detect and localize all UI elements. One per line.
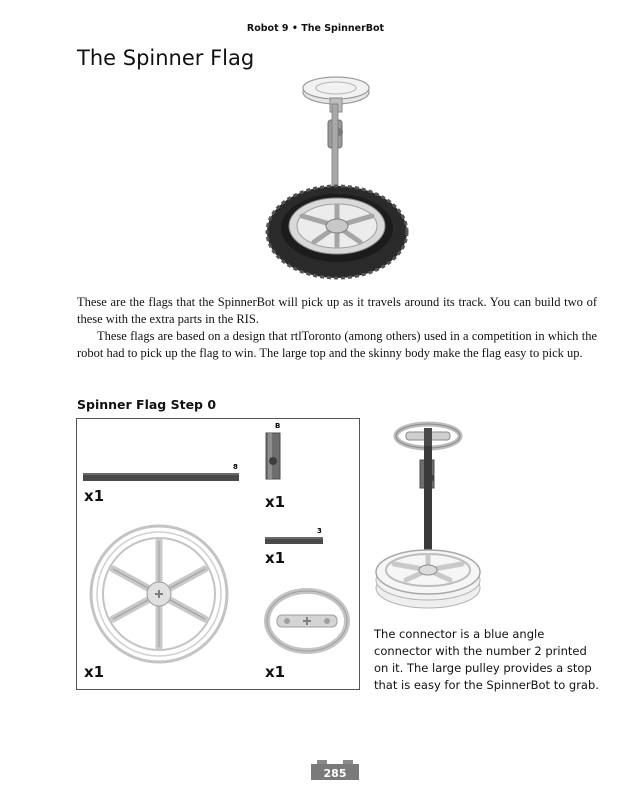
axle-8-length-label: 8 — [233, 463, 238, 471]
step-heading: Spinner Flag Step 0 — [77, 397, 217, 412]
axle-3-length-label: 3 — [317, 527, 322, 535]
wheel-hub-part — [87, 519, 237, 669]
angle-connector-label: B — [275, 422, 281, 430]
spinner-flag-illustration — [262, 74, 412, 290]
body-paragraph-1: These are the flags that the SpinnerBot will pick up as it travels around its track. You can build two of these with the extra parts in the RIS. — [77, 295, 597, 326]
body-paragraph-2: These flags are based on a design that rtlToronto (among others) used in a competition in which the robot had to pick up the flag to win. The large top and the skinny body make the flag easy to pick up. — [77, 329, 597, 360]
assembled-flag-illustration — [368, 420, 492, 620]
body-text — [77, 294, 597, 362]
axle-8-quantity: x1 — [84, 487, 105, 505]
parts-list-box — [76, 418, 360, 690]
page-number: 285 — [323, 767, 347, 780]
wheel-hub-quantity: x1 — [84, 663, 105, 681]
axle-3-quantity: x1 — [265, 549, 286, 567]
angle-connector-part — [263, 421, 285, 483]
large-pulley-quantity: x1 — [265, 663, 286, 681]
running-header: Robot 9 • The SpinnerBot — [246, 23, 385, 34]
angle-connector-quantity: x1 — [265, 493, 286, 511]
large-pulley-part — [263, 579, 353, 655]
step-caption: The connector is a blue angle connector with the number 2 printed on it. The large pulley provides a stop that is easy for the SpinnerBot to grab. — [374, 627, 599, 692]
axle-8-part — [83, 459, 243, 489]
axle-3-part — [263, 525, 329, 549]
section-title: The Spinner Flag — [77, 46, 255, 70]
